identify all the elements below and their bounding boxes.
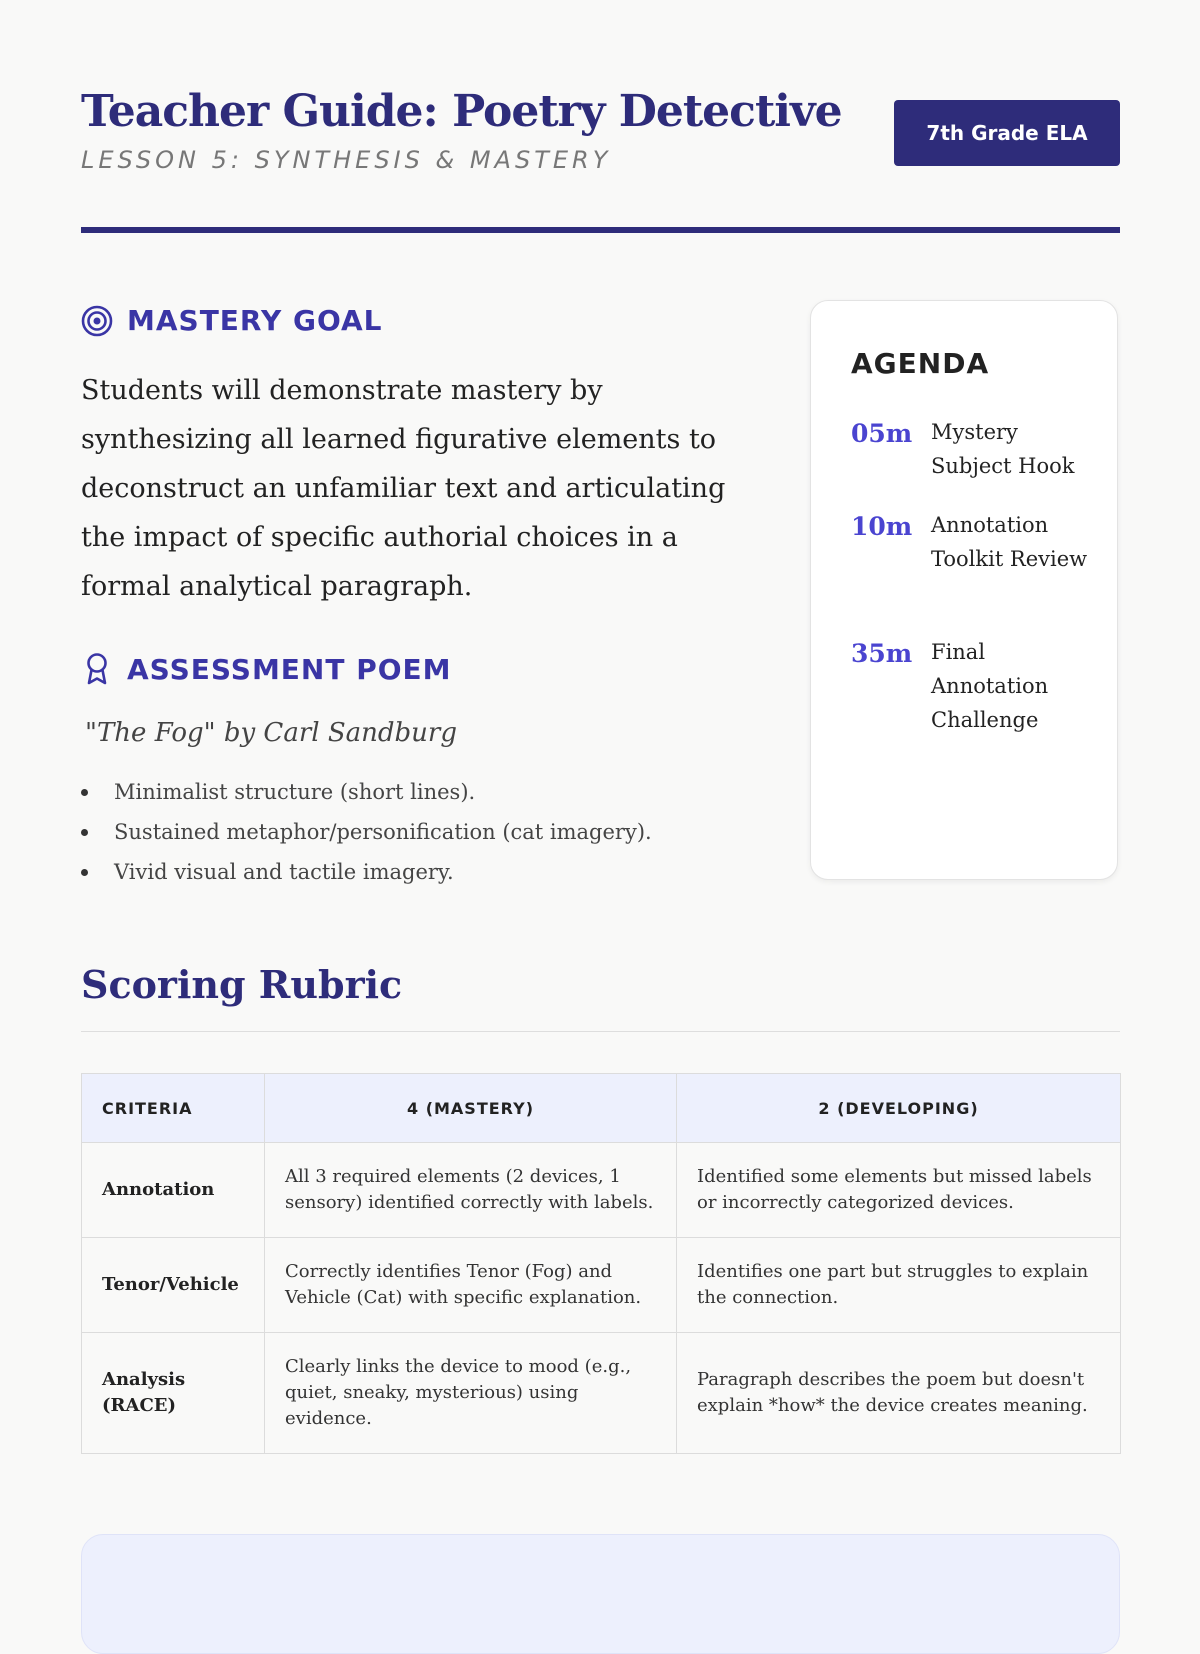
table-row — [82, 1238, 1121, 1333]
criteria-cell: Annotation — [82, 1143, 265, 1238]
criteria-cell: Tenor/Vehicle — [82, 1238, 265, 1333]
agenda-card — [810, 300, 1118, 880]
developing-cell: Paragraph describes the poem but doesn't explain *how* the device creates meaning. — [677, 1333, 1121, 1454]
page-header — [81, 80, 1120, 230]
agenda-title: AGENDA — [851, 347, 990, 380]
agenda-label: Annotation Toolkit Review — [931, 513, 1088, 571]
bottom-callout-card — [81, 1534, 1120, 1654]
agenda-time: 05m — [851, 419, 913, 448]
assessment-poem-label: ASSESSMENT POEM — [127, 652, 452, 686]
column-header-developing: 2 (DEVELOPING) — [677, 1074, 1121, 1143]
column-header-mastery: 4 (MASTERY) — [265, 1074, 677, 1143]
list-item: Sustained metaphor/personification (cat imagery). — [81, 812, 652, 852]
table-row — [82, 1143, 1121, 1238]
grade-badge: 7th Grade ELA — [894, 100, 1120, 166]
agenda-label: Final Annotation Challenge — [931, 640, 1049, 732]
column-header-criteria: CRITERIA — [82, 1074, 265, 1143]
developing-cell: Identified some elements but missed labels or incorrectly categorized devices. — [677, 1143, 1121, 1238]
poem-features-list — [81, 772, 652, 892]
list-item: Minimalist structure (short lines). — [81, 772, 652, 812]
mastery-goal-heading — [81, 304, 383, 337]
mastery-cell: Correctly identifies Tenor (Fog) and Vehicle (Cat) with specific explanation. — [265, 1238, 677, 1333]
rubric-title: Scoring Rubric — [81, 962, 403, 1007]
lesson-subtitle: LESSON 5: SYNTHESIS & MASTERY — [81, 146, 612, 174]
list-item: Vivid visual and tactile imagery. — [81, 852, 652, 892]
mastery-goal-label: MASTERY GOAL — [127, 304, 383, 337]
page-title: Teacher Guide: Poetry Detective — [81, 86, 842, 137]
mastery-cell: All 3 required elements (2 devices, 1 sensory) identified correctly with labels. — [265, 1143, 677, 1238]
developing-cell: Identifies one part but struggles to explain the connection. — [677, 1238, 1121, 1333]
table-header-row — [82, 1074, 1121, 1143]
header-divider — [81, 227, 1120, 233]
mastery-cell: Clearly links the device to mood (e.g., quiet, sneaky, mysterious) using evidence. — [265, 1333, 677, 1454]
target-icon — [81, 305, 113, 337]
award-ribbon-icon — [81, 652, 113, 686]
agenda-time: 10m — [851, 512, 913, 541]
table-row — [82, 1333, 1121, 1454]
assessment-poem-heading — [81, 652, 452, 686]
rubric-divider — [81, 1031, 1120, 1032]
poem-title: "The Fog" by Carl Sandburg — [85, 718, 457, 748]
criteria-cell: Analysis (RACE) — [82, 1333, 265, 1454]
mastery-goal-text: Students will demonstrate mastery by synthesizing all learned figurative elements to deconstruct an unfamiliar text and articulating the impact of specific authorial choices in a formal analytical paragraph. — [81, 375, 726, 602]
scoring-rubric-table — [81, 1073, 1121, 1454]
teacher-guide-page — [81, 0, 1120, 1600]
agenda-time: 35m — [851, 639, 913, 668]
agenda-label: Mystery Subject Hook — [931, 420, 1075, 478]
